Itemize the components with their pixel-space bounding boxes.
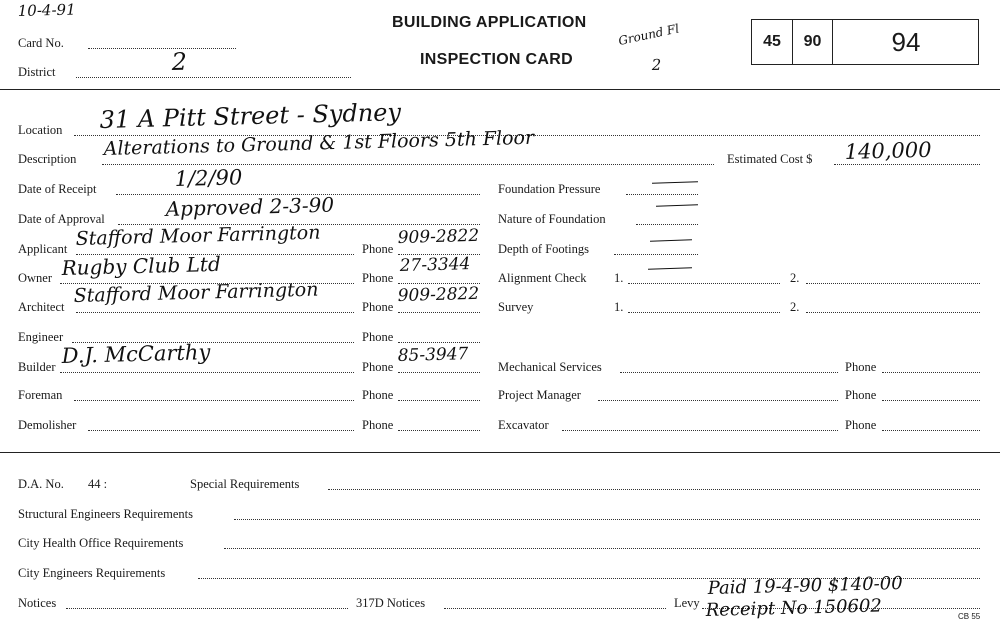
depth-of-footings-line: [614, 254, 698, 255]
architect-phone-line: [398, 312, 480, 313]
engineer-phone-line: [398, 342, 480, 343]
top-rule: [0, 89, 1000, 90]
box-cell-3: 94: [891, 26, 921, 57]
middle-rule: [0, 452, 1000, 453]
demolisher-label: Demolisher: [18, 418, 77, 432]
project-manager-label: Project Manager: [498, 388, 581, 402]
project-manager-line: [598, 400, 838, 401]
levy-line-1: Paid 19-4-90 $140-00: [707, 572, 903, 599]
box-cell-1: 45: [752, 20, 793, 64]
description-value: Alterations to Ground & 1st Floors 5th Floor: [103, 126, 535, 160]
date-of-receipt-label: Date of Receipt: [18, 182, 97, 196]
applicant-phone-value: 909-2822: [397, 225, 480, 248]
survey-2-label: 2.: [790, 300, 800, 314]
excavator-label: Excavator: [498, 418, 549, 432]
survey-1-label: 1.: [614, 300, 624, 314]
architect-label: Architect: [18, 300, 65, 314]
architect-phone-value: 909-2822: [397, 283, 480, 306]
da-no-label: D.A. No.: [18, 477, 64, 491]
estimated-cost-label: Estimated Cost $: [727, 152, 813, 166]
city-engineers-requirements-label: City Engineers Requirements: [18, 566, 166, 580]
foreman-label: Foreman: [18, 388, 63, 402]
date-of-approval-value: Approved 2-3-90: [165, 192, 335, 221]
header-scribble-number: 2: [651, 55, 662, 74]
header-scribble: Ground Fl: [617, 21, 681, 48]
foreman-line: [74, 400, 354, 401]
mechanical-services-label: Mechanical Services: [498, 360, 602, 374]
handwritten-date: 10-4-91: [17, 0, 76, 20]
owner-label: Owner: [18, 271, 53, 285]
excavator-line: [562, 430, 838, 431]
levy-line-2: Receipt No 150602: [705, 595, 883, 621]
survey-2-line: [806, 312, 980, 313]
special-requirements-label: Special Requirements: [190, 477, 300, 491]
builder-phone-line: [398, 372, 480, 373]
form-code: CB 55: [958, 612, 981, 621]
special-requirements-line: [328, 489, 980, 490]
mechanical-services-line: [620, 372, 838, 373]
applicant-value: Stafford Moor Farrington: [75, 221, 321, 250]
mechanical-services-phone-line: [882, 372, 980, 373]
builder-value: D.J. McCarthy: [61, 340, 211, 368]
district-label: District: [18, 65, 56, 79]
city-health-office-requirements-label: City Health Office Requirements: [18, 536, 184, 550]
alignment-check-1-label: 1.: [614, 271, 624, 285]
builder-phone-label: Phone: [362, 360, 394, 374]
location-label: Location: [18, 123, 63, 137]
owner-phone-label: Phone: [362, 271, 394, 285]
title-line-2: INSPECTION CARD: [420, 51, 573, 68]
engineer-phone-label: Phone: [362, 330, 394, 344]
depth-of-footings-dash: [650, 239, 692, 241]
card-no-label: Card No.: [18, 36, 64, 50]
location-value: 31 A Pitt Street - Sydney: [99, 98, 402, 134]
notices-line: [66, 608, 348, 609]
estimated-cost-value: 140,000: [844, 137, 932, 164]
date-of-approval-label: Date of Approval: [18, 212, 105, 226]
box-cell-2: 90: [793, 20, 833, 64]
card-number-box: [751, 19, 979, 65]
notices-317d-label: 317D Notices: [356, 596, 426, 610]
title-line-1: BUILDING APPLICATION: [392, 14, 587, 31]
levy-label: Levy: [674, 596, 700, 610]
structural-engineers-requirements-line: [234, 519, 980, 520]
builder-phone-value: 85-3947: [397, 344, 469, 366]
depth-of-footings-label: Depth of Footings: [498, 242, 589, 256]
alignment-check-label: Alignment Check: [498, 271, 587, 285]
nature-of-foundation-label: Nature of Foundation: [498, 212, 606, 226]
estimated-cost-line: [834, 164, 980, 165]
owner-value: Rugby Club Ltd: [61, 251, 222, 280]
district-line: [76, 77, 351, 78]
applicant-label: Applicant: [18, 242, 68, 256]
structural-engineers-requirements-label: Structural Engineers Requirements: [18, 507, 193, 521]
description-label: Description: [18, 152, 77, 166]
excavator-phone-line: [882, 430, 980, 431]
foreman-phone-line: [398, 400, 480, 401]
architect-value: Stafford Moor Farrington: [73, 278, 319, 307]
city-health-office-requirements-line: [224, 548, 980, 549]
alignment-check-2-label: 2.: [790, 271, 800, 285]
nature-of-foundation-dash: [656, 204, 698, 206]
demolisher-line: [88, 430, 354, 431]
foundation-pressure-label: Foundation Pressure: [498, 182, 601, 196]
project-manager-phone-line: [882, 400, 980, 401]
nature-of-foundation-line: [636, 224, 698, 225]
alignment-check-dash: [648, 267, 692, 270]
alignment-check-1-line: [628, 283, 780, 284]
survey-1-line: [628, 312, 780, 313]
architect-phone-label: Phone: [362, 300, 394, 314]
applicant-phone-label: Phone: [362, 242, 394, 256]
builder-line: [60, 372, 354, 373]
project-manager-phone-label: Phone: [845, 388, 877, 402]
demolisher-phone-label: Phone: [362, 418, 394, 432]
alignment-check-2-line: [806, 283, 980, 284]
da-no-value: 44 :: [88, 477, 108, 491]
notices-label: Notices: [18, 596, 57, 610]
foundation-pressure-line: [626, 194, 698, 195]
date-of-receipt-value: 1/2/90: [174, 165, 243, 191]
district-value: 2: [171, 47, 188, 76]
mechanical-services-phone-label: Phone: [845, 360, 877, 374]
foreman-phone-label: Phone: [362, 388, 394, 402]
card-no-line: [88, 48, 236, 49]
builder-label: Builder: [18, 360, 56, 374]
demolisher-phone-line: [398, 430, 480, 431]
foundation-pressure-dash: [652, 181, 698, 184]
engineer-label: Engineer: [18, 330, 64, 344]
description-line: [102, 164, 714, 165]
notices-317d-line: [444, 608, 666, 609]
architect-line: [76, 312, 354, 313]
excavator-phone-label: Phone: [845, 418, 877, 432]
owner-phone-value: 27-3344: [399, 254, 471, 276]
survey-label: Survey: [498, 300, 534, 314]
